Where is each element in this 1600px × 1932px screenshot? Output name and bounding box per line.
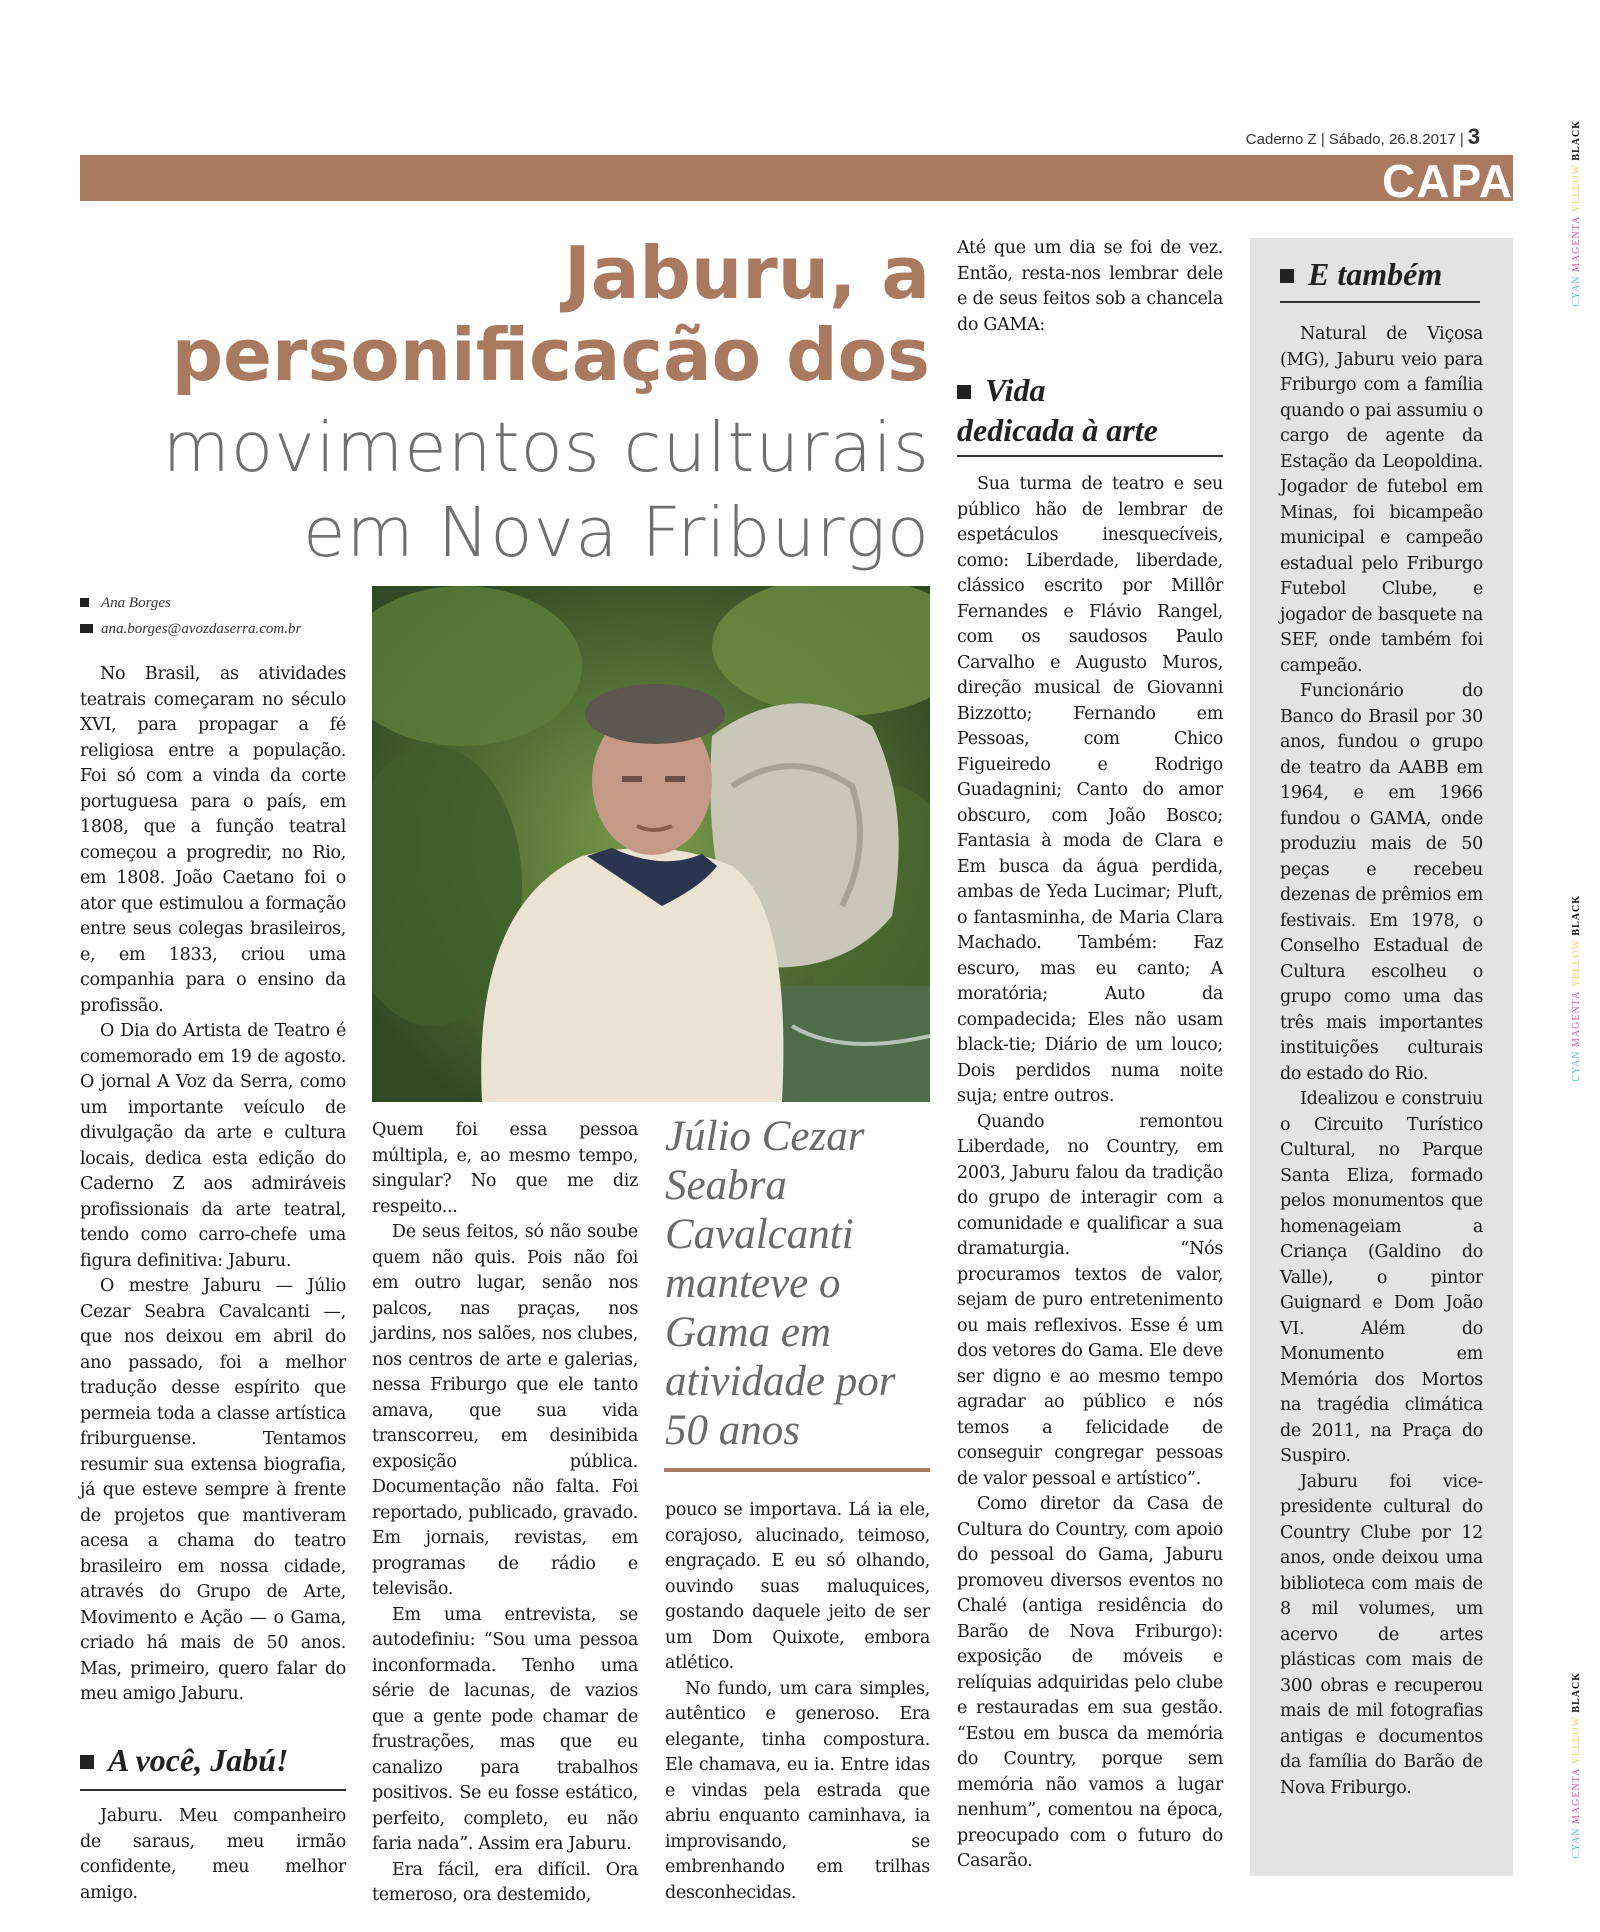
paragraph: Até que um dia se foi de vez. Então, resta-nos lembrar dele e de seus feitos sob a chancela do GAMA: bbox=[957, 238, 1223, 335]
sidebar-rule bbox=[1280, 301, 1480, 303]
page-number: 3 bbox=[1467, 124, 1480, 149]
portrait-photo bbox=[372, 586, 930, 1102]
headline-line: personificação dos bbox=[171, 313, 930, 397]
bullet-icon bbox=[80, 598, 89, 607]
envelope-icon bbox=[80, 624, 93, 633]
paragraph: Em uma entrevista, se autodefiniu: “Sou uma pessoa inconformada. Tenho uma série de lacunas, de vazios que a gente pode chamar de frustrações, mas que eu canalizo para trabalhos positivos. Se eu fosse estático, perfeito, completo, eu não faria nada”. Assim era Jaburu. bbox=[372, 1604, 638, 1854]
paragraph: Funcionário do Banco do Brasil por 30 anos, fundou o grupo de teatro da AABB em 1964, e em 1966 fundou o GAMA, onde produziu mais de 50 peças e recebeu dezenas de prêmios em festivais. Em 1978, o Conselho Estadual de Cultura escolheu o grupo como uma das três mais importantes instituições culturais do estado do Rio. bbox=[1280, 681, 1483, 1084]
headline-light bbox=[80, 406, 930, 576]
bullet-icon bbox=[1280, 269, 1294, 283]
subhead-rule bbox=[957, 455, 1223, 457]
byline bbox=[80, 590, 301, 642]
paragraph: O mestre Jaburu — Júlio Cezar Seabra Cavalcanti —, que nos deixou em abril do ano passado, foi a melhor tradução desse espírito que permeia toda a classe artística friburguense. Tentamos resumir sua extensa biografia, já que esteve sempre à frente de projetos que mantiveram acesa a chama do teatro brasileiro em nossa cidade, através do Grupo de Arte, Movimento e Ação — o Gama, criado há mais de 50 anos. Mas, primeiro, quero falar do meu amigo Jaburu. bbox=[80, 1276, 346, 1704]
registration-mark: CYAN MAGENTA YELLOW BLACK bbox=[1571, 895, 1582, 1082]
paragraph: No fundo, um cara simples, autêntico e generoso. Era elegante, tinha compostura. Ele chamava, eu ia. Entre idas e vindas pela estrada que abriu enquanto caminhava, ia improvisando, se embrenhando em trilhas desconhecidas. bbox=[665, 1678, 930, 1903]
paragraph: Quem foi essa pessoa múltipla, e, ao mesmo tempo, singular? No que me diz respeito... bbox=[372, 1120, 638, 1217]
paragraph: Como diretor da Casa de Cultura do Country, com apoio do pessoal do Gama, Jaburu promoveu diversos eventos no Chalé (antiga residência do Barão de Nova Friburgo): exposição de móveis e relíquias adquiridas pelo clube e restauradas em sua gestão. “Estou em busca da memória do Country, porque sem memória não vamos a lugar nenhum”, comentou na época, preocupado com o futuro do Casarão. bbox=[957, 1494, 1223, 1871]
sidebar-title: E também bbox=[1280, 254, 1442, 294]
sidebar-box bbox=[1250, 238, 1513, 1876]
paragraph: Jaburu foi vice-presidente cultural do Country Clube por 12 anos, onde deixou uma biblioteca com mais de 8 mil volumes, um acervo de artes plásticas com mais de 300 obras e recuperou mais de mil fotografias antigas e documentos da família do Barão de Nova Friburgo. bbox=[1280, 1471, 1483, 1798]
headline-line: em Nova Friburgo bbox=[303, 493, 930, 573]
author-email[interactable]: ana.borges@avozdaserra.com.br bbox=[101, 621, 302, 637]
paragraph: Sua turma de teatro e seu público hão de lembrar de espetáculos inesquecíveis, como: Liberdade, liberdade, clássico escrito por Millôr Fernandes e Flávio Rangel, com os saudosos Paulo Carvalho e Augusto Muros, direção musical de Giovanni Bizzotto; Fernando em Pessoas, com Chico Figueiredo e Rodrigo Guadagnini; Canto do amor obscuro, com João Bosco; Fantasia à moda de Clara e Em busca da água perdida, ambas de Yeda Lucimar; Pluft, o fantasminha, de Maria Clara Machado. Também: Faz escuro, mas eu canto; A moratória; Auto da compadecida; Eles não usam black-tie; Diário de um louco; Dois perdidos numa noite suja; entre outros. bbox=[957, 474, 1223, 1106]
paragraph: Idealizou e construiu o Circuito Turístico Cultural, no Parque Santa Eliza, formado pelos monumentos que homenageiam a Criança (Galdino do Valle), o pintor Guignard e Dom João VI. Além do Monumento em Memória dos Mortos na tragédia climática de 2011, na Praça do Suspiro. bbox=[1280, 1089, 1483, 1466]
sidebar-text bbox=[1280, 322, 1483, 1801]
photo-illustration bbox=[372, 586, 930, 1102]
headline-line: Jaburu, a bbox=[564, 231, 930, 315]
paragraph: No Brasil, as atividades teatrais começaram no século XVI, para propagar a fé religiosa entre a população. Foi só com a vinda da corte portuguesa para o país, em 1808, que a função teatral começou a progredir, no Rio, em 1808. João Caetano foi o ator que estimulou a formação entre seus colegas brasileiros, e, em 1833, criou uma companhia para o ensino da profissão. bbox=[80, 664, 346, 1016]
paragraph: Era fácil, era difícil. Ora temeroso, ora destemido, bbox=[372, 1859, 638, 1905]
paragraph: O Dia do Artista de Teatro é comemorado em 19 de agosto. O jornal A Voz da Serra, como um importante veículo de divulgação da arte e cultura locais, dedica esta edição do Caderno Z aos admiráveis profissionais da arte teatral, tendo como carro-chefe uma figura definitiva: Jaburu. bbox=[80, 1021, 346, 1271]
author-name: Ana Borges bbox=[101, 595, 171, 611]
headline-bold bbox=[80, 232, 930, 396]
bullet-icon bbox=[957, 385, 971, 399]
pull-quote-rule bbox=[664, 1468, 930, 1472]
paragraph: Jaburu. Meu companheiro de saraus, meu irmão confidente, meu melhor amigo. bbox=[80, 1806, 346, 1903]
registration-mark: CYAN MAGENTA YELLOW BLACK bbox=[1571, 120, 1582, 307]
article-column-1 bbox=[80, 662, 346, 1708]
article-column-3 bbox=[665, 1498, 930, 1906]
registration-mark: CYAN MAGENTA YELLOW BLACK bbox=[1571, 1672, 1582, 1859]
subhead-rule bbox=[80, 1789, 346, 1791]
article-column-2 bbox=[372, 1118, 638, 1909]
paragraph: pouco se importava. Lá ia ele, corajoso, alucinado, teimoso, engraçado. E eu só olhando, ouvindo suas maluquices, gostando daquele jeito de ser um Dom Quixote, embora atlético. bbox=[665, 1500, 930, 1673]
subhead-a-voce: A você, Jabú! bbox=[80, 1740, 288, 1780]
pull-quote: Júlio Cezar Seabra Cavalcanti manteve o Gama em atividade por 50 anos bbox=[665, 1113, 896, 1454]
headline-line: movimentos culturais bbox=[162, 408, 930, 488]
folio bbox=[1246, 124, 1480, 150]
paragraph: De seus feitos, só não soube quem não quis. Pois não foi em outro lugar, senão nos palcos, nas praças, nos jardins, nos salões, nos clubes, nos centros de arte e galerias, nessa Friburgo que ele tanto amava, que sua vida transcorreu, em desinibida exposição pública. Documentação não falta. Foi reportado, publicado, gravado. Em jornais, revistas, em programas de rádio e televisão. bbox=[372, 1222, 638, 1599]
section-label: CAPA bbox=[1382, 155, 1513, 207]
article-column-4-intro bbox=[957, 236, 1223, 338]
section-date: Caderno Z | Sábado, 26.8.2017 | bbox=[1245, 131, 1464, 148]
bullet-icon bbox=[80, 1755, 94, 1769]
article-column-4 bbox=[957, 472, 1223, 1875]
paragraph: Quando remontou Liberdade, no Country, em 2003, Jaburu falou da tradição do grupo de interagir com a comunidade e qualificar a sua dramaturgia. “Nós procuramos textos de valor, sejam de puro entretenimento ou mais reflexivos. Esse é um dos vetores do Gama. Ele deve ser digno e ao mesmo tempo agradar ao público e nós temos a felicidade de conseguir congregar pessoas de valor pessoal e artístico”. bbox=[957, 1111, 1223, 1489]
article-column-1-end bbox=[80, 1804, 346, 1906]
subhead-vida: Vida dedicada à arte bbox=[957, 372, 1158, 448]
paragraph: Natural de Viçosa (MG), Jaburu veio para Friburgo com a família quando o pai assumiu o cargo de agente da Estação da Leopoldina. Jogador de futebol em Minas, foi bicampeão municipal e campeão estadual pelo Friburgo Futebol Clube, e jogador de basquete na SEF, onde também foi campeão. bbox=[1280, 324, 1483, 676]
section-band bbox=[80, 155, 1513, 201]
